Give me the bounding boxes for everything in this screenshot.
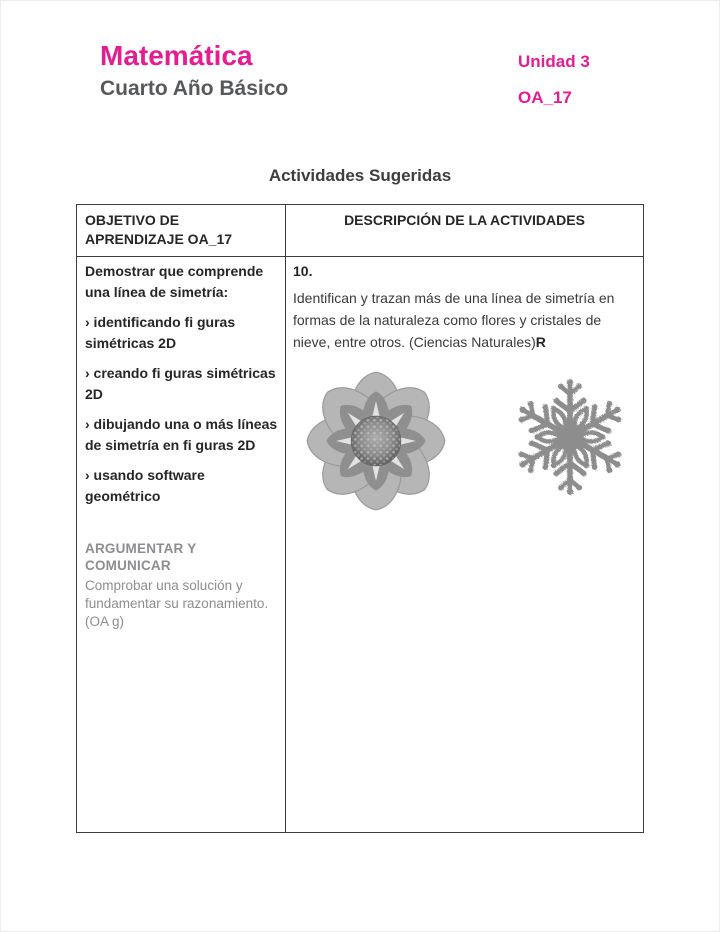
activity-number: 10. <box>293 263 313 279</box>
activities-table <box>76 204 644 833</box>
objective-intro: Demostrar que comprende una línea de simetría: <box>85 263 264 300</box>
note-title: ARGUMENTAR Y COMUNICAR <box>85 541 197 573</box>
activity-description-suffix: R <box>535 334 546 350</box>
snowflake-svg <box>505 367 635 507</box>
activity-cell <box>286 257 644 833</box>
activity-description-text: Identifican y trazan más de una línea de simetría en formas de la naturaleza como flores y cristales de nieve, entre otros. (Ciencias Naturales) <box>293 290 615 350</box>
objective-bullet-1: › identificando fi guras simétricas 2D <box>85 314 236 351</box>
table-body-row <box>77 257 644 833</box>
section-title: Actividades Sugeridas <box>268 166 452 185</box>
unit-block <box>518 52 590 108</box>
unit-label: Unidad 3 <box>518 52 590 71</box>
table-header-row <box>77 205 644 257</box>
flower-svg <box>295 361 457 521</box>
doc-subtitle: Cuarto Año Básico <box>100 77 289 100</box>
column-header-objective: OBJETIVO DE APRENDIZAJE OA_17 <box>77 205 286 257</box>
objective-bullet-4: › usando software geométrico <box>85 467 205 504</box>
brand-block <box>100 40 288 101</box>
argumentar-note <box>85 540 281 631</box>
nature-images-row <box>293 361 636 526</box>
doc-title: Matemática <box>100 40 253 71</box>
flower-image <box>295 361 457 526</box>
objective-bullet-3: › dibujando una o más líneas de simetría en fi guras 2D <box>85 416 278 453</box>
objective-cell <box>77 257 286 833</box>
column-header-description: DESCRIPCIÓN DE LA ACTIVIDADES <box>286 205 644 257</box>
oa-label: OA_17 <box>518 88 572 107</box>
snowflake-image <box>505 367 635 512</box>
activity-description <box>293 287 636 353</box>
objective-bullet-2: › creando fi guras simétricas 2D <box>85 365 276 402</box>
note-body: Comprobar una solución y fundamentar su razonamiento. (OA g) <box>85 578 269 629</box>
